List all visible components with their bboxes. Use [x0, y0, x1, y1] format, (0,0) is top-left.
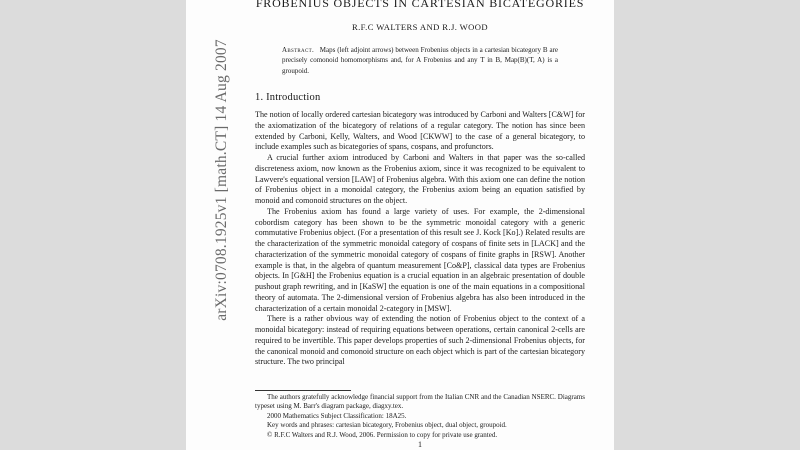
footnote: Key words and phrases: cartesian bicategory, Frobenius object, dual object, groupoid.: [267, 421, 507, 430]
abstract: [282, 45, 558, 76]
paragraph: The Frobenius axiom has found a large variety of uses. For example, the 2-dimensional cobordism category has been shown to be the symmetric monoidal category with a generic commutative Frobenius object. (For a presentation of this result see J. Kock [Ko].) Related results are the characterization of the symmetric monoidal category of cospans of finite sets in [LACK] and the characterization of the symmetric monoidal category of cospans of finite graphs in [RSW]. Another example is that, in the algebra of quantum measurement [Co&P], classical data types are Frobenius objects. In [G&H] the Frobenius equation is a crucial equation in an algebraic presentation of double pushout graph rewriting, and in [KaSW] the equation is one of the main equations in a compositional theory of automata. The 2-dimensional version of Frobenius algebra has also been introduced in the characterization of a certain monoidal 2-category in [MSW].: [255, 206, 585, 313]
paper-authors: R.F.C WALTERS AND R.J. WOOD: [351, 22, 488, 32]
section-body: [255, 110, 585, 368]
page-number: 1: [418, 440, 422, 449]
footnote: © R.F.C Walters and R.J. Wood, 2006. Permission to copy for private use granted.: [267, 430, 498, 439]
section-heading: 1. Introduction: [255, 92, 321, 103]
footnote: 2000 Mathematics Subject Classification: 18A25.: [267, 411, 407, 420]
paper-title: FROBENIUS OBJECTS IN CARTESIAN BICATEGORIES: [255, 0, 585, 10]
abstract-text: Maps (left adjoint arrows) between Frobenius objects in a cartesian bicategory B are precisely comonoid homomorphisms and, for A Frobenius and any T in B, Map(B)(T, A) is a groupoid.: [282, 46, 559, 75]
abstract-label: Abstract.: [282, 46, 315, 54]
footnotes: [255, 393, 585, 440]
paragraph: The notion of locally ordered cartesian bicategory was introduced by Carboni and Walters [C&W] for the axiomatization of the bicategory of relations of a regular category. The notion has since been extended by Carboni, Kelly, Walters, and Wood [CKWW] to the case of a general bicategory, to include examples such as bicategories of spans, cospans, and profunctors.: [255, 110, 585, 152]
paragraph: A crucial further axiom introduced by Carboni and Walters in that paper was the so-called discreteness axiom, now known as the Frobenius axiom, since it was recognized to be equivalent to Lawvere's equational version [LAW] of Frobenius algebra. With this axiom one can define the notion of Frobenius object in a monoidal category, the Frobenius axiom being an equation satisfied by monoid and comonoid structures on the object.: [255, 153, 585, 205]
footnote-rule: [255, 390, 351, 391]
footnote: The authors gratefully acknowledge financial support from the Italian CNR and the Canadian NSERC. Diagrams typeset using M. Barr's diagram package, diagxy.tex.: [255, 393, 585, 411]
paragraph: There is a rather obvious way of extending the notion of Frobenius object to the context of a monoidal bicategory: instead of requiring equations between operations, certain canonical 2-cells are required to be invertible. This paper develops properties of such 2-dimensional Frobenius objects, for the canonical monoid and comonoid structure on each object which is part of the cartesian bicategory structure. The two principal: [255, 314, 585, 367]
arxiv-identifier: arXiv:0708.1925v1 [math.CT] 14 Aug 2007: [213, 39, 230, 321]
